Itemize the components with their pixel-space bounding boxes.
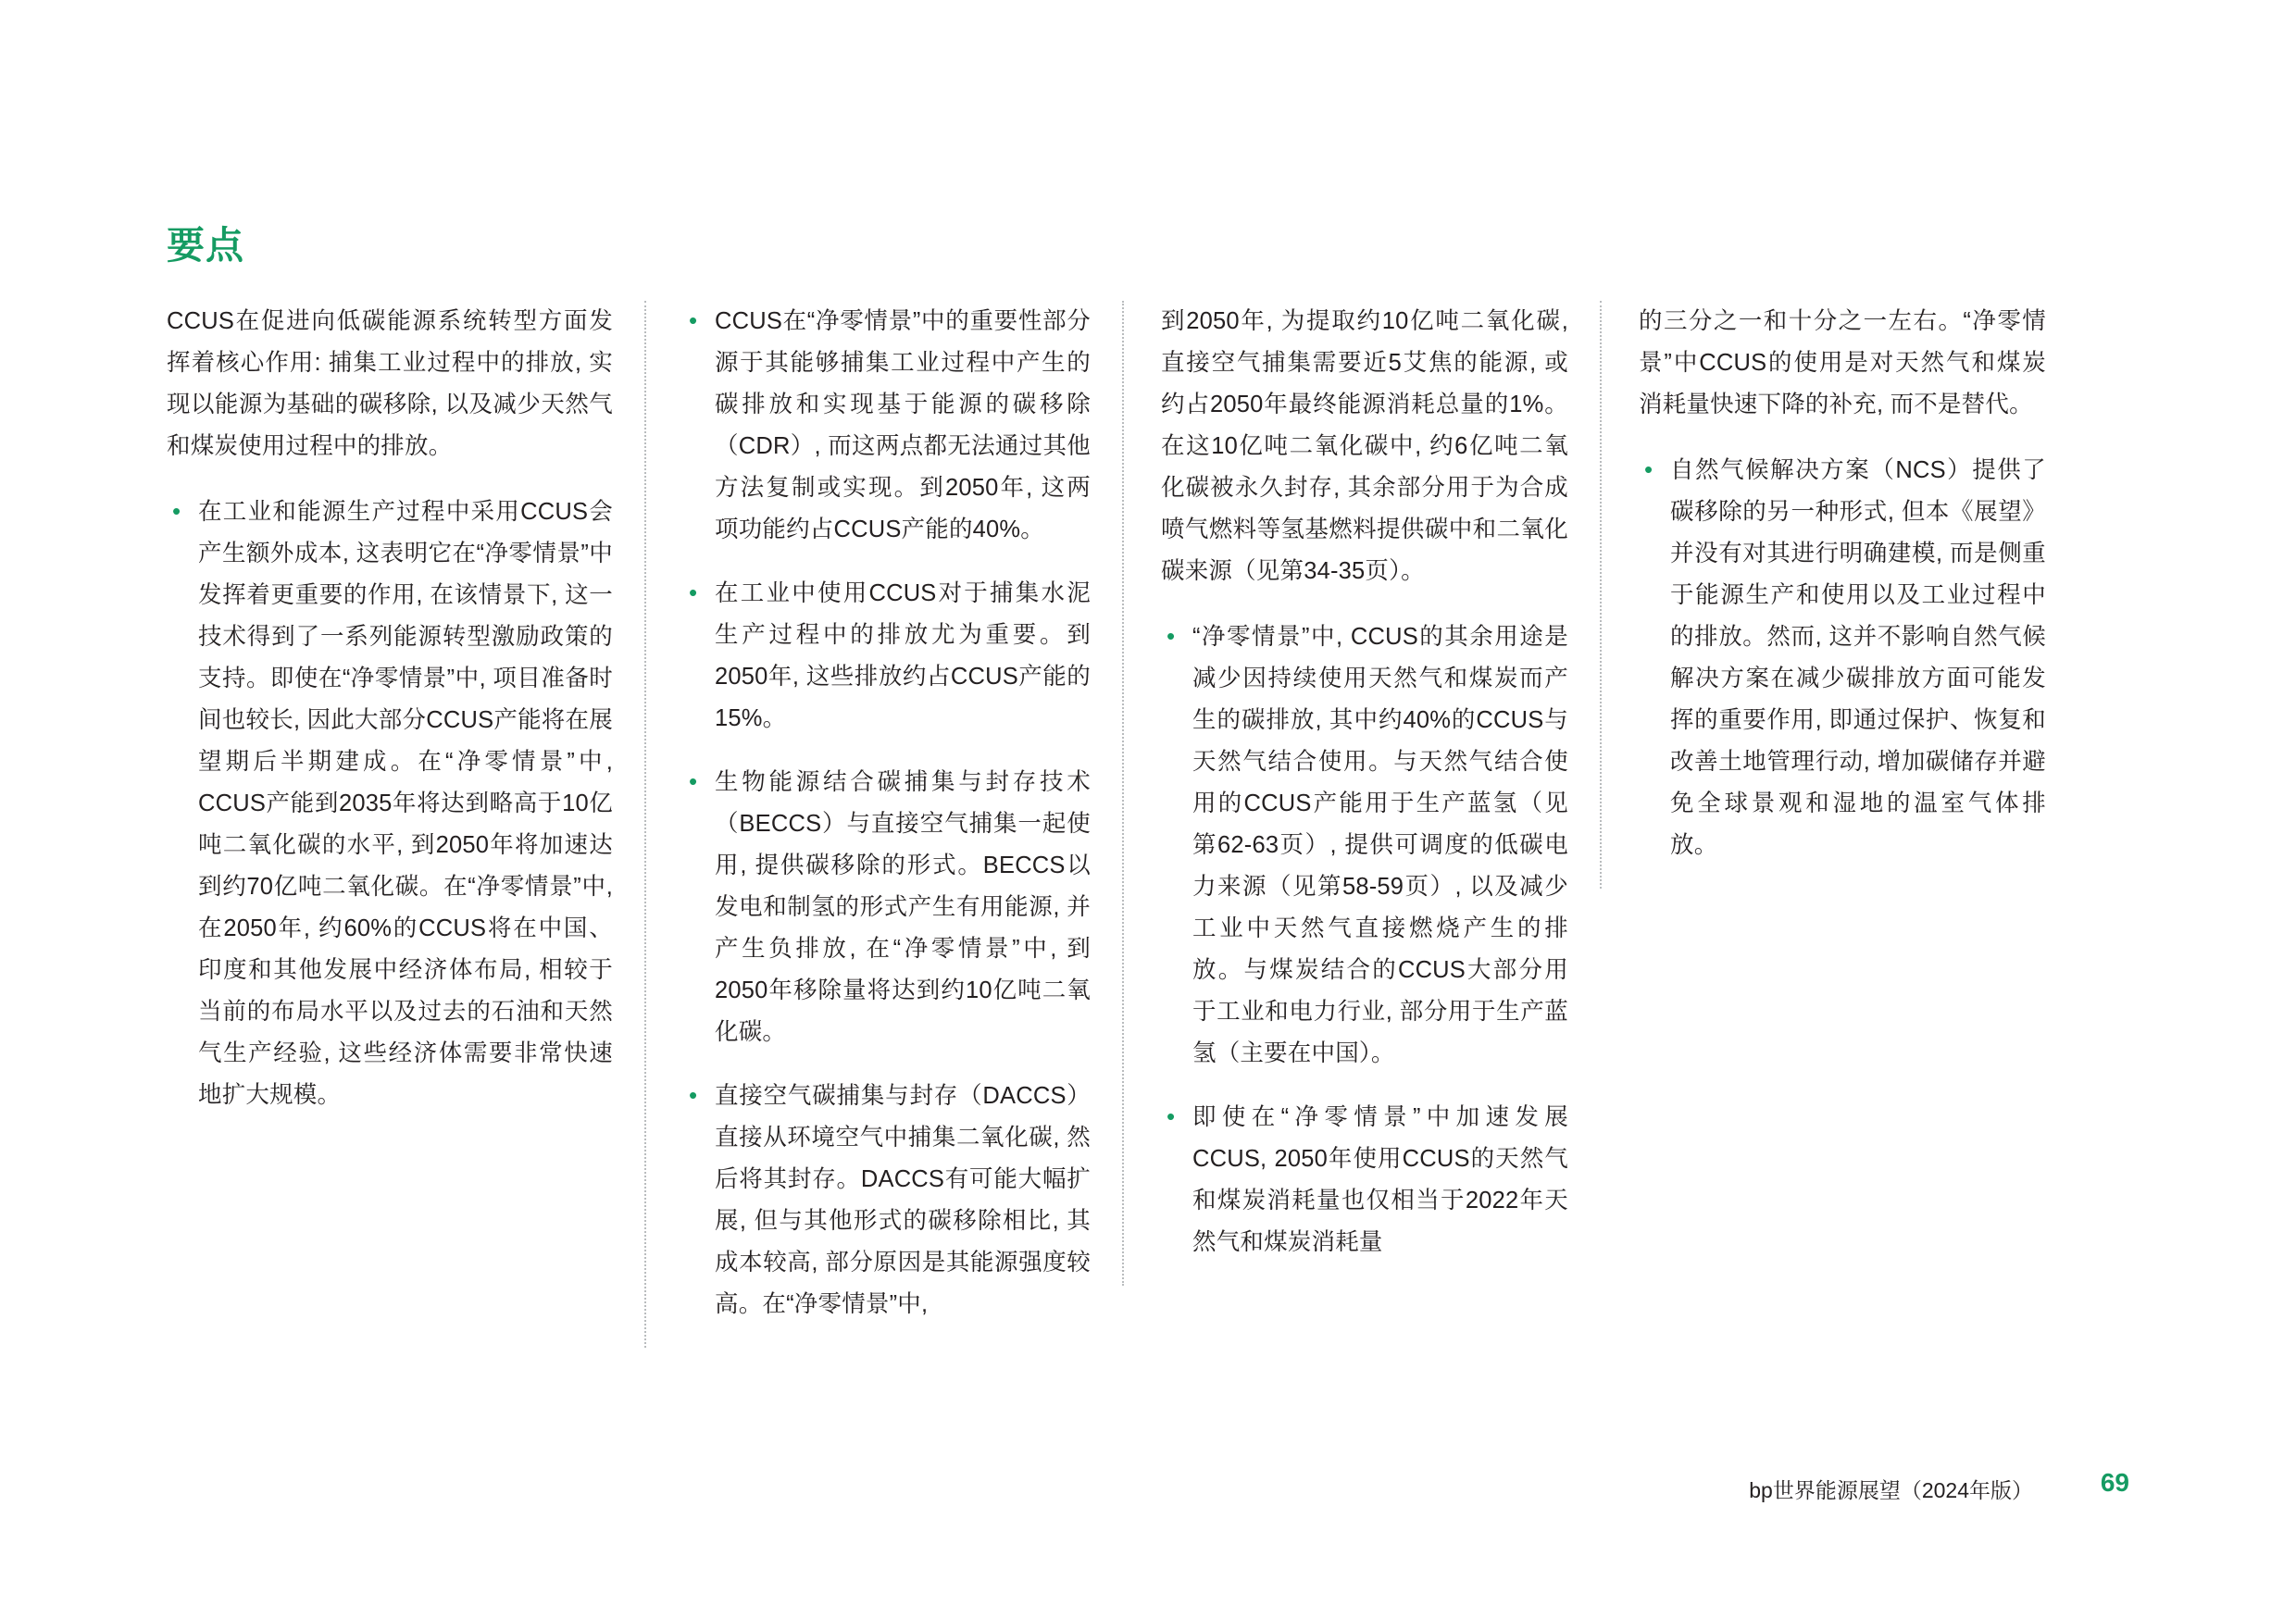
content-columns	[167, 301, 2139, 1458]
list-item: • 在工业中使用CCUS对于捕集水泥生产过程中的排放尤为重要。到2050年, 这些排放约占CCUS产能的15%。	[683, 573, 1091, 740]
column-1-lead-paragraph: CCUS在促进向低碳能源系统转型方面发挥着核心作用: 捕集工业过程中的排放, 实现以能源为基础的碳移除, 以及减少天然气和煤炭使用过程中的排放。	[167, 308, 613, 459]
column-3-bullet-list	[1161, 616, 1568, 1263]
page-number: 69	[2100, 1468, 2129, 1497]
list-item: • 生物能源结合碳捕集与封存技术（BECCS）与直接空气捕集一起使用, 提供碳移除的形式。BECCS以发电和制氢的形式产生有用能源, 并产生负排放, 在“净零情景”中, 到2050年移除量将达到约10亿吨二氧化碳。	[683, 762, 1091, 1053]
footer-source: bp世界能源展望（2024年版）	[1749, 1478, 2033, 1502]
list-item: • 直接空气碳捕集与封存（DACCS）直接从环境空气中捕集二氧化碳, 然后将其封存。DACCS有可能大幅扩展, 但与其他形式的碳移除相比, 其成本较高, 部分原因是其能源强度较高。在“净零情景”中,	[683, 1076, 1091, 1326]
column-4	[1600, 301, 2078, 889]
column-4-lead-paragraph: 的三分之一和十分之一左右。“净零情景”中CCUS的使用是对天然气和煤炭消耗量快速下降的补充, 而不是替代。	[1639, 308, 2046, 417]
column-4-bullet-list	[1639, 450, 2046, 866]
list-item: • CCUS在“净零情景”中的重要性部分源于其能够捕集工业过程中产生的碳排放和实现基于能源的碳移除（CDR）, 而这两点都无法通过其他方法复制或实现。到2050年, 这两项功能约占CCUS产能的40%。	[683, 301, 1091, 551]
list-item: • 即使在“净零情景”中加速发展CCUS, 2050年使用CCUS的天然气和煤炭消耗量也仅相当于2022年天然气和煤炭消耗量	[1161, 1097, 1568, 1263]
column-2-bullet-list	[683, 301, 1091, 1326]
list-item: • “净零情景”中, CCUS的其余用途是减少因持续使用天然气和煤炭而产生的碳排放, 其中约40%的CCUS与天然气结合使用。与天然气结合使用的CCUS产能用于生产蓝氢（见第62-63页）, 提供可调度的低碳电力来源（见第58-59页）, 以及减少工业中天然气直接燃烧产生的排放。与煤炭结合的CCUS大部分用于工业和电力行业, 部分用于生产蓝氢（主要在中国）。	[1161, 616, 1568, 1075]
list-item: • 自然气候解决方案（NCS）提供了碳移除的另一种形式, 但本《展望》并没有对其进行明确建模, 而是侧重于能源生产和使用以及工业过程中的排放。然而, 这并不影响自然气候解决方案在减少碳排放方面可能发挥的重要作用, 即通过保护、恢复和改善土地管理行动, 增加碳储存并避免全球景观和湿地的温室气体排放。	[1639, 450, 2046, 866]
column-1	[167, 301, 644, 1139]
list-item: • 在工业和能源生产过程中采用CCUS会产生额外成本, 这表明它在“净零情景”中发挥着更重要的作用, 在该情景下, 这一技术得到了一系列能源转型激励政策的支持。即使在“净零情景”中, 项目准备时间也较长, 因此大部分CCUS产能将在展望期后半期建成。在“净零情景”中, CCUS产能到2035年将达到略高于10亿吨二氧化碳的水平, 到2050年将加速达到约70亿吨二氧化碳。在“净零情景”中, 在2050年, 约60%的CCUS将在中国、印度和其他发展中经济体布局, 相较于当前的布局水平以及过去的石油和天然气生产经验, 这些经济体需要非常快速地扩大规模。	[167, 492, 613, 1116]
column-2	[644, 301, 1122, 1348]
page-title: 要点	[167, 224, 244, 267]
column-1-bullet-list	[167, 492, 613, 1116]
column-3-lead-paragraph: 到2050年, 为提取约10亿吨二氧化碳, 直接空气捕集需要近5艾焦的能源, 或约占2050年最终能源消耗总量的1%。在这10亿吨二氧化碳中, 约6亿吨二氧化碳被永久封存, 其余部分用于为合成喷气燃料等氢基燃料提供碳中和二氧化碳来源（见第34-35页）。	[1161, 308, 1568, 584]
column-3	[1122, 301, 1600, 1286]
